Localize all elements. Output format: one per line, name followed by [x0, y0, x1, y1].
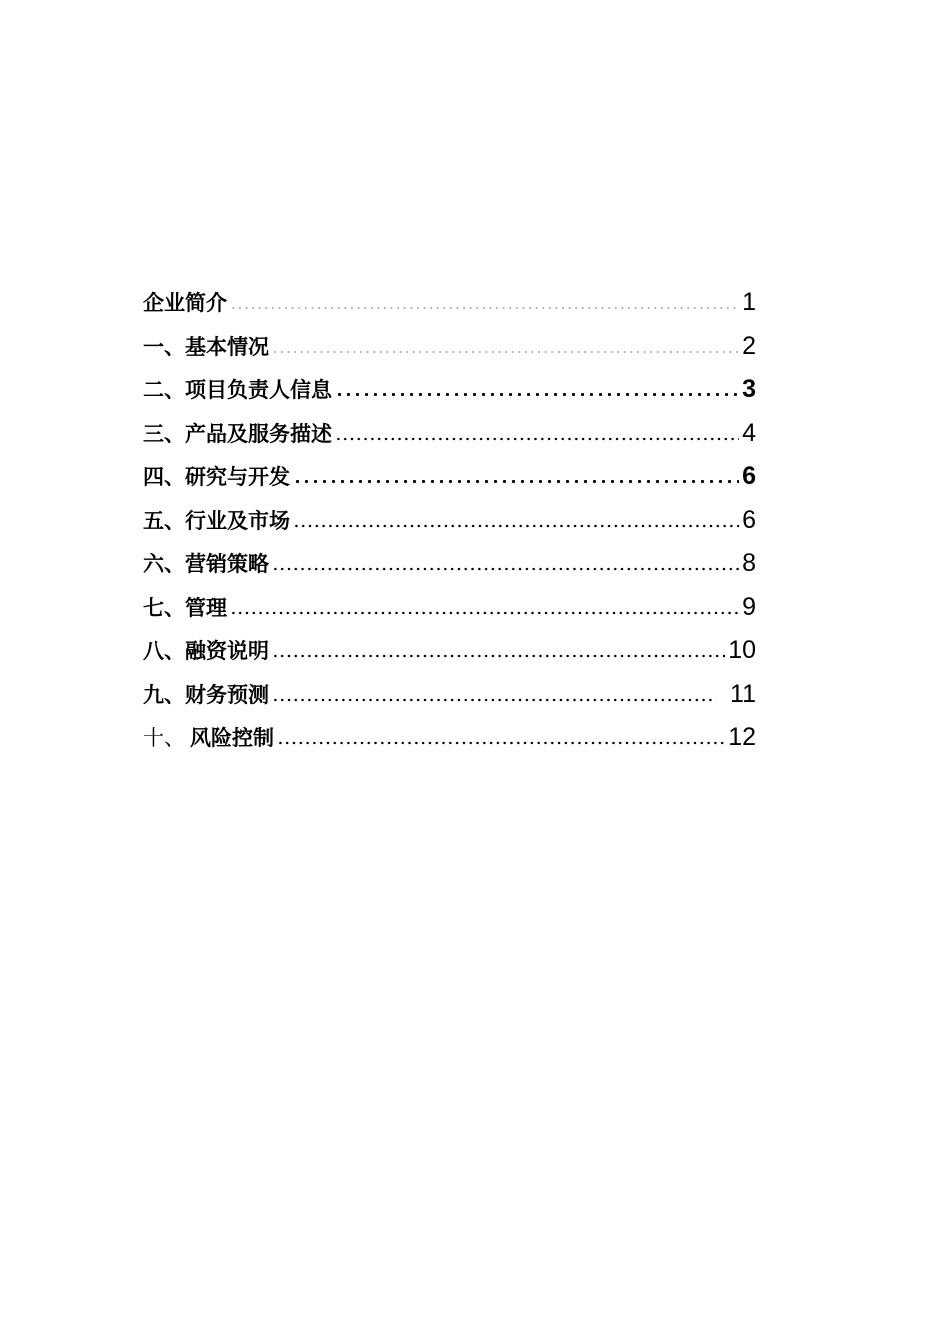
toc-page-number: 4 [742, 418, 756, 447]
toc-page-number: 8 [742, 549, 756, 577]
toc-page-number: 6 [742, 505, 756, 534]
toc-entry[interactable] [143, 331, 756, 360]
toc-leader-dots [293, 479, 739, 484]
toc-page-number: 9 [742, 592, 756, 621]
toc-leader-dots [272, 567, 739, 571]
toc-entry[interactable] [143, 288, 756, 316]
toc-page-number: 12 [728, 723, 756, 751]
toc-page-number: 2 [742, 331, 756, 360]
toc-page-number: 1 [742, 288, 756, 316]
toc-entry-title [143, 641, 269, 662]
toc-entry[interactable] [143, 723, 756, 751]
toc-leader-dots [230, 611, 739, 615]
toc-entry[interactable] [143, 592, 756, 621]
toc-entry-title [143, 511, 290, 532]
toc-entry-title [143, 293, 227, 314]
toc-page-number: 3 [742, 375, 756, 403]
toc-page-number: 11 [730, 679, 756, 708]
toc-entry-title [143, 380, 332, 401]
toc-leader-dots [335, 437, 739, 441]
toc-entry-title [143, 685, 269, 706]
toc-entry-number-prefix: 十、 [143, 727, 185, 750]
toc-entry[interactable] [143, 375, 756, 403]
toc-leader-dots [272, 654, 725, 658]
toc-leader-dots [293, 524, 739, 528]
toc-entry-title-text: 七、管理 [143, 596, 227, 620]
toc-entry[interactable] [143, 636, 756, 664]
toc-entry[interactable] [143, 679, 756, 708]
toc-leader-dots [272, 698, 716, 702]
toc-entry-title [143, 598, 227, 619]
toc-entry-title-text: 六、营销策略 [143, 553, 269, 576]
toc-entry-title [143, 424, 332, 445]
toc-entry-title [143, 337, 269, 358]
toc-entry-title-text: 风险控制 [190, 727, 274, 750]
toc-entry[interactable] [143, 462, 756, 490]
toc-leader-dots [277, 741, 725, 745]
toc-entry-title-text: 一、基本情况 [143, 335, 269, 359]
toc-entry-title [143, 467, 290, 488]
toc-entry[interactable] [143, 549, 756, 577]
toc-entry-title-text: 九、财务预测 [143, 683, 269, 707]
toc-entry[interactable] [143, 505, 756, 534]
toc-entry-title-text: 五、行业及市场 [143, 509, 290, 533]
toc-page-number: 10 [728, 636, 756, 664]
toc-entry-title-text: 三、产品及服务描述 [143, 422, 332, 446]
toc-entry[interactable] [143, 418, 756, 447]
toc-entry-title-text: 四、研究与开发 [143, 466, 290, 489]
toc-entry-title [143, 554, 269, 575]
toc-leader-dots [335, 392, 739, 397]
toc-entry-title-text: 企业简介 [143, 292, 227, 315]
toc-entry-title-text: 二、项目负责人信息 [143, 379, 332, 402]
toc-leader-dots [230, 306, 739, 310]
toc-leader-dots [272, 350, 739, 354]
toc-page-number: 6 [742, 462, 756, 490]
toc-entry-title-text: 八、融资说明 [143, 640, 269, 663]
table-of-contents [143, 288, 756, 771]
toc-entry-title [143, 728, 274, 749]
